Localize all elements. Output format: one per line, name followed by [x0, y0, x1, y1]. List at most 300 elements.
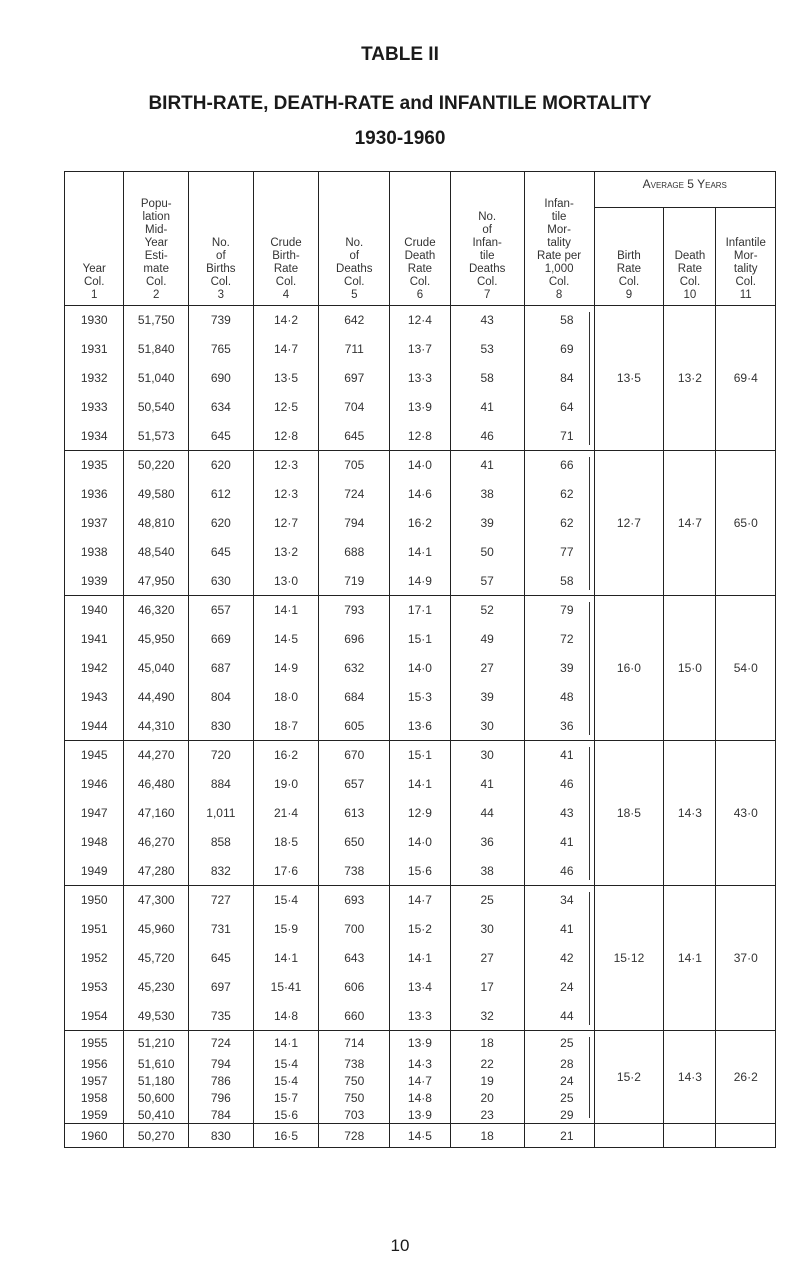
cell-year: 1950 — [65, 886, 124, 915]
cell-births: 687 — [189, 654, 254, 683]
cell-population: 51,180 — [124, 1073, 189, 1090]
cell-infant-mortality: 25 — [524, 1090, 594, 1107]
cell-death-rate: 14·1 — [390, 770, 450, 799]
cell-population: 46,320 — [124, 596, 189, 625]
cell-infant-deaths: 57 — [450, 567, 524, 596]
table-row — [65, 741, 776, 770]
cell-deaths: 794 — [319, 509, 390, 538]
cell-infant-deaths: 23 — [450, 1107, 524, 1124]
cell-birth-rate: 21·4 — [253, 799, 319, 828]
cell-avg-birth: 18·5 — [594, 741, 664, 886]
cell-birth-rate: 12·5 — [253, 393, 319, 422]
cell-infant-mortality: 34 — [524, 886, 594, 915]
cell-population: 50,220 — [124, 451, 189, 480]
cell-infant-deaths: 20 — [450, 1090, 524, 1107]
cell-deaths: 643 — [319, 944, 390, 973]
cell-infant-deaths: 30 — [450, 712, 524, 741]
cell-death-rate: 17·1 — [390, 596, 450, 625]
cell-births: 620 — [189, 509, 254, 538]
cell-death-rate: 13·9 — [390, 1031, 450, 1056]
cell-birth-rate: 13·5 — [253, 364, 319, 393]
cell-year: 1935 — [65, 451, 124, 480]
cell-deaths: 750 — [319, 1090, 390, 1107]
cell-births: 630 — [189, 567, 254, 596]
header-line: 11 — [739, 289, 752, 301]
cell-birth-rate: 15·6 — [253, 1107, 319, 1124]
cell-births: 620 — [189, 451, 254, 480]
cell-births: 634 — [189, 393, 254, 422]
header-line: Rate — [677, 263, 703, 275]
cell-births: 884 — [189, 770, 254, 799]
cell-infant-deaths: 46 — [450, 422, 524, 451]
table-row — [65, 1031, 776, 1056]
cell-death-rate: 15·6 — [390, 857, 450, 886]
cell-infant-deaths: 27 — [450, 654, 524, 683]
cell-year: 1937 — [65, 509, 124, 538]
cell-deaths: 684 — [319, 683, 390, 712]
cell-avg-death: 14·7 — [664, 451, 716, 596]
cell-infant-mortality: 79 — [524, 596, 594, 625]
cell-infant-mortality: 24 — [524, 1073, 594, 1090]
cell-births: 690 — [189, 364, 254, 393]
cell-birth-rate: 14·7 — [253, 335, 319, 364]
header-line: mate — [143, 263, 169, 275]
cell-avg-infant: 43·0 — [716, 741, 776, 886]
cell-deaths: 738 — [319, 857, 390, 886]
cell-births: 830 — [189, 1124, 254, 1148]
cell-infant-deaths: 30 — [450, 915, 524, 944]
header-line: 8 — [555, 289, 563, 301]
cell-infant-mortality: 43 — [524, 799, 594, 828]
header-line: tile — [551, 211, 567, 223]
cell-population: 45,040 — [124, 654, 189, 683]
cell-death-rate: 14·8 — [390, 1090, 450, 1107]
table-title: TABLE II — [361, 44, 439, 65]
header-deaths — [319, 172, 390, 306]
cell-infant-deaths: 32 — [450, 1002, 524, 1031]
cell-births: 784 — [189, 1107, 254, 1124]
cell-year: 1944 — [65, 712, 124, 741]
cell-year: 1953 — [65, 973, 124, 1002]
cell-year: 1955 — [65, 1031, 124, 1056]
cell-infant-mortality: 84 — [524, 364, 594, 393]
cell-year: 1952 — [65, 944, 124, 973]
cell-deaths: 650 — [319, 828, 390, 857]
header-line: Crude — [404, 237, 436, 249]
cell-infant-deaths: 53 — [450, 335, 524, 364]
cell-deaths: 738 — [319, 1056, 390, 1073]
header-line: lation — [142, 211, 170, 223]
cell-deaths: 642 — [319, 306, 390, 335]
header-line: Deaths — [468, 263, 506, 275]
page-number: 10 — [390, 1236, 410, 1255]
cell-birth-rate: 12·8 — [253, 422, 319, 451]
cell-year: 1959 — [65, 1107, 124, 1124]
table-row — [65, 306, 776, 335]
cell-death-rate: 16·2 — [390, 509, 450, 538]
cell-death-rate: 14·3 — [390, 1056, 450, 1073]
cell-infant-deaths: 50 — [450, 538, 524, 567]
cell-birth-rate: 19·0 — [253, 770, 319, 799]
cell-birth-rate: 16·2 — [253, 741, 319, 770]
cell-death-rate: 14·7 — [390, 886, 450, 915]
cell-population: 44,270 — [124, 741, 189, 770]
header-line: No. — [345, 237, 364, 249]
cell-infant-mortality: 46 — [524, 770, 594, 799]
cell-births: 612 — [189, 480, 254, 509]
header-line: Crude — [270, 237, 302, 249]
cell-population: 51,750 — [124, 306, 189, 335]
cell-death-rate: 14·1 — [390, 944, 450, 973]
cell-death-rate: 13·6 — [390, 712, 450, 741]
cell-year: 1954 — [65, 1002, 124, 1031]
header-line: Col. — [409, 276, 431, 288]
header-line: Infan- — [544, 198, 574, 210]
cell-birth-rate: 14·8 — [253, 1002, 319, 1031]
cell-births: 794 — [189, 1056, 254, 1073]
cell-deaths: 660 — [319, 1002, 390, 1031]
cell-avg-birth: 15·12 — [594, 886, 664, 1031]
cell-birth-rate: 15·9 — [253, 915, 319, 944]
cell-deaths: 605 — [319, 712, 390, 741]
header-line: 7 — [483, 289, 491, 301]
header-line: Popu- — [140, 198, 172, 210]
cell-births: 731 — [189, 915, 254, 944]
cell-infant-mortality: 24 — [524, 973, 594, 1002]
cell-births: 697 — [189, 973, 254, 1002]
cell-infant-deaths: 17 — [450, 973, 524, 1002]
cell-infant-mortality: 69 — [524, 335, 594, 364]
cell-population: 50,410 — [124, 1107, 189, 1124]
cell-births: 735 — [189, 1002, 254, 1031]
cell-year: 1948 — [65, 828, 124, 857]
cell-infant-mortality: 21 — [524, 1124, 594, 1148]
cell-deaths: 705 — [319, 451, 390, 480]
cell-infant-mortality: 44 — [524, 1002, 594, 1031]
header-line: 9 — [625, 289, 633, 301]
header-line: Col. — [344, 276, 365, 288]
cell-infant-mortality: 28 — [524, 1056, 594, 1073]
cell-deaths: 632 — [319, 654, 390, 683]
cell-avg-death: 14·3 — [664, 1031, 716, 1124]
cell-birth-rate: 16·5 — [253, 1124, 319, 1148]
cell-infant-mortality: 62 — [524, 480, 594, 509]
cell-death-rate: 15·3 — [390, 683, 450, 712]
cell-births: 830 — [189, 712, 254, 741]
cell-year: 1932 — [65, 364, 124, 393]
cell-infant-mortality: 71 — [524, 422, 594, 451]
cell-birth-rate: 15·41 — [253, 973, 319, 1002]
header-line: 6 — [416, 289, 424, 301]
header-line: 2 — [153, 289, 160, 301]
header-line: Birth- — [272, 250, 300, 262]
header-line: Death — [674, 250, 706, 262]
cell-birth-rate: 12·3 — [253, 451, 319, 480]
cell-death-rate: 14·0 — [390, 451, 450, 480]
cell-deaths: 700 — [319, 915, 390, 944]
cell-infant-mortality: 77 — [524, 538, 594, 567]
header-line: Col. — [210, 276, 232, 288]
table-subtitle: BIRTH-RATE, DEATH-RATE and INFANTILE MORTALITY — [148, 93, 652, 114]
header-line: Col. — [476, 276, 498, 288]
cell-birth-rate: 13·0 — [253, 567, 319, 596]
cell-year: 1931 — [65, 335, 124, 364]
header-line: Col. — [548, 276, 570, 288]
cell-infant-mortality: 36 — [524, 712, 594, 741]
cell-avg-death: 14·1 — [664, 886, 716, 1031]
cell-infant-mortality: 41 — [524, 915, 594, 944]
cell-year: 1943 — [65, 683, 124, 712]
cell-death-rate: 12·4 — [390, 306, 450, 335]
table-row — [65, 596, 776, 625]
cell-infant-deaths: 58 — [450, 364, 524, 393]
cell-infant-mortality: 58 — [524, 306, 594, 335]
cell-births: 804 — [189, 683, 254, 712]
cell-deaths: 606 — [319, 973, 390, 1002]
cell-infant-deaths: 36 — [450, 828, 524, 857]
cell-death-rate: 15·2 — [390, 915, 450, 944]
header-line: Col. — [735, 276, 756, 288]
cell-birth-rate: 14·1 — [253, 1031, 319, 1056]
header-line: of — [482, 224, 492, 236]
header-death-rate — [390, 172, 450, 306]
cell-population: 45,960 — [124, 915, 189, 944]
cell-infant-mortality: 42 — [524, 944, 594, 973]
cell-death-rate: 14·5 — [390, 1124, 450, 1148]
header-avg-death — [664, 208, 716, 306]
cell-death-rate: 13·7 — [390, 335, 450, 364]
cell-birth-rate: 15·4 — [253, 1073, 319, 1090]
cell-birth-rate: 14·1 — [253, 596, 319, 625]
cell-population: 51,040 — [124, 364, 189, 393]
cell-deaths: 724 — [319, 480, 390, 509]
cell-year: 1949 — [65, 857, 124, 886]
cell-births: 832 — [189, 857, 254, 886]
cell-population: 47,160 — [124, 799, 189, 828]
cell-infant-deaths: 30 — [450, 741, 524, 770]
cell-birth-rate: 14·2 — [253, 306, 319, 335]
cell-death-rate: 13·9 — [390, 1107, 450, 1124]
cell-death-rate: 12·9 — [390, 799, 450, 828]
cell-population: 51,573 — [124, 422, 189, 451]
header-line: of — [216, 250, 226, 262]
header-avg-birth — [594, 208, 664, 306]
cell-birth-rate: 14·1 — [253, 944, 319, 973]
cell-infant-mortality: 41 — [524, 741, 594, 770]
header-line: Col. — [618, 276, 640, 288]
cell-death-rate: 13·3 — [390, 364, 450, 393]
header-line: Rate per — [537, 250, 582, 262]
cell-population: 50,270 — [124, 1124, 189, 1148]
cell-avg-birth: 15·2 — [594, 1031, 664, 1124]
cell-infant-deaths: 39 — [450, 683, 524, 712]
cell-birth-rate: 13·2 — [253, 538, 319, 567]
cell-deaths: 657 — [319, 770, 390, 799]
cell-infant-deaths: 44 — [450, 799, 524, 828]
cell-infant-deaths: 38 — [450, 480, 524, 509]
cell-infant-deaths: 41 — [450, 451, 524, 480]
cell-population: 50,540 — [124, 393, 189, 422]
header-line: Births — [206, 263, 236, 275]
cell-infant-deaths: 38 — [450, 857, 524, 886]
cell-infant-mortality: 25 — [524, 1031, 594, 1056]
cell-death-rate: 13·3 — [390, 1002, 450, 1031]
cell-population: 50,600 — [124, 1090, 189, 1107]
cell-avg-infant — [716, 1124, 776, 1148]
header-line: Infan- — [472, 237, 502, 249]
cell-avg-infant: 26·2 — [716, 1031, 776, 1124]
cell-infant-deaths: 43 — [450, 306, 524, 335]
header-line: Col. — [679, 276, 701, 288]
cell-population: 51,840 — [124, 335, 189, 364]
cell-year: 1942 — [65, 654, 124, 683]
cell-death-rate: 14·1 — [390, 538, 450, 567]
header-line: 4 — [282, 289, 290, 301]
table-row — [65, 451, 776, 480]
cell-population: 45,720 — [124, 944, 189, 973]
header-average-label: Average 5 Years — [642, 177, 727, 191]
cell-avg-death: 14·3 — [664, 741, 716, 886]
cell-birth-rate: 15·4 — [253, 1056, 319, 1073]
cell-death-rate: 14·7 — [390, 1073, 450, 1090]
cell-population: 49,530 — [124, 1002, 189, 1031]
cell-deaths: 793 — [319, 596, 390, 625]
header-line: Mor- — [733, 250, 758, 262]
cell-population: 45,230 — [124, 973, 189, 1002]
cell-infant-deaths: 39 — [450, 509, 524, 538]
cell-avg-death: 13·2 — [664, 306, 716, 451]
cell-birth-rate: 18·0 — [253, 683, 319, 712]
cell-infant-deaths: 19 — [450, 1073, 524, 1090]
cell-population: 45,950 — [124, 625, 189, 654]
header-line: No. — [211, 237, 230, 249]
cell-infant-mortality: 64 — [524, 393, 594, 422]
cell-births: 796 — [189, 1090, 254, 1107]
cell-avg-infant: 37·0 — [716, 886, 776, 1031]
header-line: 3 — [217, 289, 225, 301]
cell-deaths: 696 — [319, 625, 390, 654]
cell-deaths: 719 — [319, 567, 390, 596]
cell-birth-rate: 12·7 — [253, 509, 319, 538]
header-avg-infant — [716, 208, 776, 306]
cell-deaths: 728 — [319, 1124, 390, 1148]
cell-avg-infant: 54·0 — [716, 596, 776, 741]
cell-births: 858 — [189, 828, 254, 857]
cell-deaths: 693 — [319, 886, 390, 915]
table-row — [65, 886, 776, 915]
cell-avg-death — [664, 1124, 716, 1148]
cell-births: 727 — [189, 886, 254, 915]
cell-death-rate: 14·0 — [390, 654, 450, 683]
cell-population: 47,300 — [124, 886, 189, 915]
cell-population: 46,480 — [124, 770, 189, 799]
header-line: 5 — [351, 289, 358, 301]
cell-year: 1930 — [65, 306, 124, 335]
cell-infant-deaths: 18 — [450, 1124, 524, 1148]
header-line: No. — [478, 211, 497, 223]
cell-infant-mortality: 62 — [524, 509, 594, 538]
header-line: Deaths — [336, 263, 373, 275]
cell-birth-rate: 12·3 — [253, 480, 319, 509]
cell-year: 1938 — [65, 538, 124, 567]
header-line: Death — [404, 250, 436, 262]
cell-infant-mortality: 48 — [524, 683, 594, 712]
cell-population: 46,270 — [124, 828, 189, 857]
cell-infant-deaths: 27 — [450, 944, 524, 973]
cell-births: 724 — [189, 1031, 254, 1056]
cell-births: 645 — [189, 422, 254, 451]
cell-deaths: 750 — [319, 1073, 390, 1090]
cell-year: 1957 — [65, 1073, 124, 1090]
cell-infant-mortality: 66 — [524, 451, 594, 480]
cell-infant-mortality: 41 — [524, 828, 594, 857]
header-line: Rate — [616, 263, 642, 275]
cell-population: 48,810 — [124, 509, 189, 538]
header-line: tile — [479, 250, 495, 262]
cell-infant-mortality: 29 — [524, 1107, 594, 1124]
cell-births: 645 — [189, 944, 254, 973]
cell-births: 669 — [189, 625, 254, 654]
cell-year: 1941 — [65, 625, 124, 654]
cell-birth-rate: 14·9 — [253, 654, 319, 683]
header-birth-rate — [253, 172, 319, 306]
header-line: 10 — [683, 289, 697, 301]
cell-births: 786 — [189, 1073, 254, 1090]
cell-death-rate: 13·9 — [390, 393, 450, 422]
cell-deaths: 704 — [319, 393, 390, 422]
cell-birth-rate: 15·4 — [253, 886, 319, 915]
cell-births: 765 — [189, 335, 254, 364]
cell-death-rate: 15·1 — [390, 625, 450, 654]
cell-death-rate: 14·6 — [390, 480, 450, 509]
cell-deaths: 670 — [319, 741, 390, 770]
cell-population: 51,210 — [124, 1031, 189, 1056]
cell-year: 1933 — [65, 393, 124, 422]
cell-births: 739 — [189, 306, 254, 335]
cell-death-rate: 14·0 — [390, 828, 450, 857]
cell-births: 645 — [189, 538, 254, 567]
cell-population: 48,540 — [124, 538, 189, 567]
cell-avg-death: 15·0 — [664, 596, 716, 741]
cell-birth-rate: 14·5 — [253, 625, 319, 654]
cell-avg-birth: 12·7 — [594, 451, 664, 596]
header-line: Birth — [617, 250, 641, 262]
cell-avg-infant: 65·0 — [716, 451, 776, 596]
cell-avg-birth: 16·0 — [594, 596, 664, 741]
cell-year: 1960 — [65, 1124, 124, 1148]
header-line: Esti- — [144, 250, 168, 262]
cell-infant-deaths: 49 — [450, 625, 524, 654]
cell-infant-deaths: 41 — [450, 393, 524, 422]
cell-birth-rate: 17·6 — [253, 857, 319, 886]
cell-death-rate: 12·8 — [390, 422, 450, 451]
cell-infant-mortality: 39 — [524, 654, 594, 683]
table-period: 1930-1960 — [354, 128, 446, 149]
cell-infant-mortality: 58 — [524, 567, 594, 596]
cell-births: 1,011 — [189, 799, 254, 828]
cell-year: 1951 — [65, 915, 124, 944]
header-average — [594, 172, 775, 208]
cell-death-rate: 15·1 — [390, 741, 450, 770]
cell-year: 1946 — [65, 770, 124, 799]
header-births — [189, 172, 254, 306]
cell-avg-birth: 13·5 — [594, 306, 664, 451]
mortality-table — [64, 171, 776, 1148]
cell-births: 657 — [189, 596, 254, 625]
cell-year: 1956 — [65, 1056, 124, 1073]
header-line: tality — [547, 237, 571, 249]
header-line: Mor- — [547, 224, 571, 236]
